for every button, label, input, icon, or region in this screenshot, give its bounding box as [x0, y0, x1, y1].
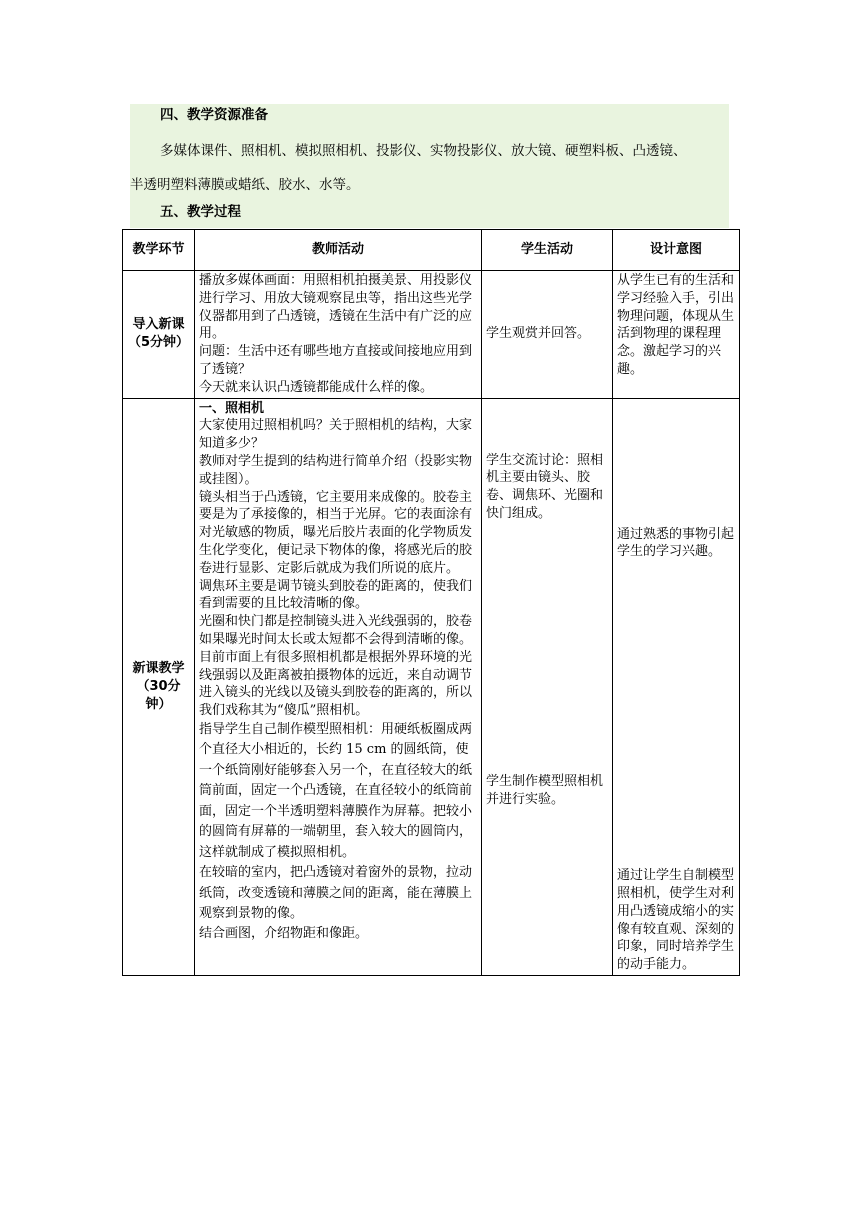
student-new-lesson [482, 398, 613, 975]
header-stage: 教学环节 [123, 230, 195, 271]
teacher-text: 教师对学生提到的结构进行简单介绍（投影实物或挂图）。 [199, 453, 473, 487]
student-text: 学生制作模型照相机并进行实验。 [486, 773, 604, 807]
table-header-row [123, 230, 740, 271]
intent-text: 从学生已有的生活和学习经验入手，引出物理问题，体现从生活到物理的课程理念。激起学习的兴趣。 [617, 273, 735, 377]
stage-intro: 导入新课（5分钟） [123, 271, 195, 399]
teacher-text: 调焦环主要是调节镜头到胶卷的距离的，使我们看到需要的且比较清晰的像。 [199, 578, 473, 612]
teacher-text: 大家使用过照相机吗？关于照相机的结构，大家知道多少？ [199, 418, 473, 452]
teacher-subheading: 一、照相机 [199, 400, 265, 416]
teaching-process-table [122, 229, 740, 976]
teacher-text: 问题：生活中还有哪些地方直接或间接地应用到了透镜？ [199, 344, 473, 377]
resources-line-1: 多媒体课件、照相机、模拟照相机、投影仪、实物投影仪、放大镜、硬塑料板、凸透镜、 [160, 143, 687, 159]
teacher-text: 目前市面上有很多照相机都是根据外界环境的光线强弱以及距离被拍摄物体的远近，来自动调节进入镜头的光线以及镜头到胶卷的距离的，所以我们戏称其为“傻瓜”照相机。 [199, 649, 473, 719]
student-intro [482, 271, 613, 399]
teacher-intro [195, 271, 482, 399]
resources-line-2: 半透明塑料薄膜或蜡纸、胶水、水等。 [130, 177, 360, 193]
student-text: 学生交流讨论：照相机主要由镜头、胶卷、调焦环、光圈和快门组成。 [486, 452, 604, 521]
header-student: 学生活动 [482, 230, 613, 271]
process-heading: 五、教学过程 [160, 204, 241, 220]
resources-heading: 四、教学资源准备 [160, 107, 268, 123]
header-intent: 设计意图 [613, 230, 740, 271]
student-text: 学生观赏并回答。 [486, 326, 591, 342]
teacher-text: 在较暗的室内，把凸透镜对着窗外的景物，拉动纸筒，改变透镜和薄膜之间的距离，能在薄膜上观察到景物的像。 [199, 865, 473, 922]
intent-text: 通过熟悉的事物引起学生的学习兴趣。 [617, 526, 735, 560]
stage-new-lesson: 新课教学（30分钟） [123, 398, 195, 975]
teacher-text: 今天就来认识凸透镜都能成什么样的像。 [199, 379, 434, 395]
intent-text: 通过让学生自制模型照相机，使学生对利用凸透镜成缩小的实像有较直观、深刻的印象，同时培养学生的动手能力。 [617, 868, 735, 973]
teacher-text: 指导学生自己制作模型照相机：用硬纸板圈成两个直径大小相近的，长约 15 cm 的圆纸筒，使一个纸筒刚好能够套入另一个，在直径较大的纸筒前面，固定一个凸透镜，在直径较小的纸筒前面，固定一个半透明塑料薄膜作为屏幕。把较小的圆筒有屏幕的一端朝里，套入较大的圆筒内，这样就制成了模拟照相机。 [199, 721, 473, 860]
table-row [123, 271, 740, 399]
intent-new-lesson [613, 398, 740, 975]
table-row [123, 398, 740, 975]
teacher-new-lesson [195, 398, 482, 975]
teacher-text: 光圈和快门都是控制镜头进入光线强弱的，胶卷如果曝光时间太长或太短都不会得到清晰的像。 [199, 614, 473, 647]
teacher-text: 镜头相当于凸透镜，它主要用来成像的。胶卷主要是为了承接像的，相当于光屏。它的表面涂有对光敏感的物质，曝光后胶片表面的化学物质发生化学变化，便记录下物体的像，将感光后的胶卷进行显影、定影后就成为我们所说的底片。 [199, 489, 473, 576]
teacher-text: 播放多媒体画面：用照相机拍摄美景、用投影仪进行学习、用放大镜观察昆虫等，指出这些光学仪器都用到了凸透镜，透镜在生活中有广泛的应用。 [199, 273, 473, 342]
teacher-text: 结合画图，介绍物距和像距。 [199, 925, 369, 941]
intent-intro [613, 271, 740, 399]
header-teacher: 教师活动 [195, 230, 482, 271]
